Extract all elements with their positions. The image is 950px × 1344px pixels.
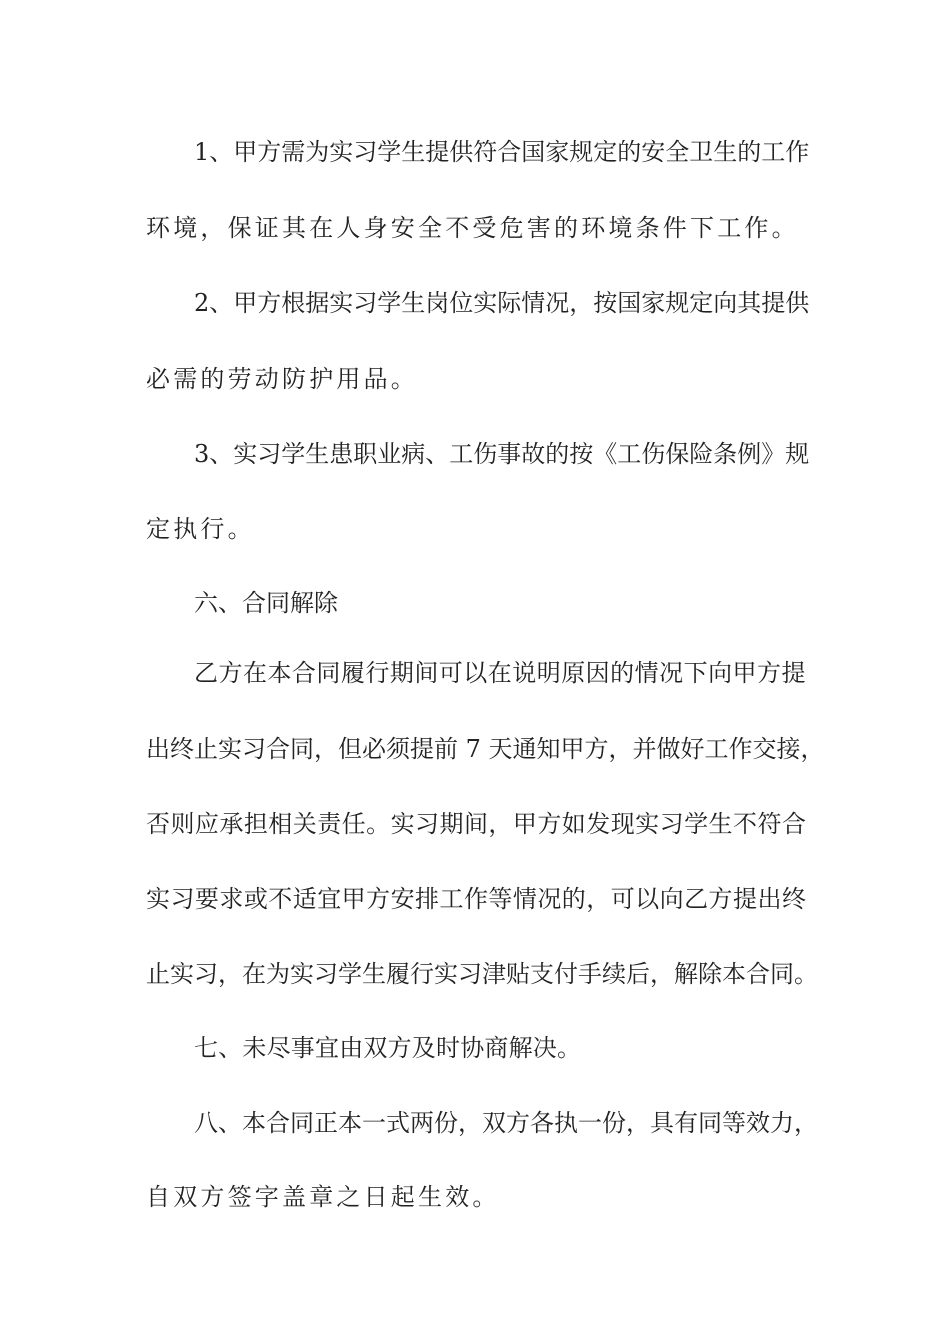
clause-5-3-line-2: 定执行。 <box>146 515 255 543</box>
termination-paragraph-line-5: 止实习，在为实习学生履行实习津贴支付手续后，解除本合同。 <box>146 960 818 988</box>
termination-paragraph-line-2: 出终止实习合同，但必须提前 7 天通知甲方，并做好工作交接， <box>146 735 825 763</box>
clause-5-3-line-1: 3、实习学生患职业病、工伤事故的按《工伤保险条例》规 <box>194 440 810 468</box>
termination-paragraph-line-1: 乙方在本合同履行期间可以在说明原因的情况下向甲方提 <box>194 659 806 687</box>
clause-5-1-line-1: 1、甲方需为实习学生提供符合国家规定的安全卫生的工作 <box>194 138 810 166</box>
section-8-line-2: 自双方签字盖章之日起生效。 <box>146 1183 500 1211</box>
clause-5-2-line-2: 必需的劳动防护用品。 <box>146 365 418 393</box>
termination-paragraph-line-4: 实习要求或不适宜甲方安排工作等情况的，可以向乙方提出终 <box>146 885 807 913</box>
termination-paragraph-line-3: 否则应承担相关责任。实习期间，甲方如发现实习学生不符合 <box>146 810 807 838</box>
section-8-line-1: 八、本合同正本一式两份，双方各执一份，具有同等效力， <box>194 1109 818 1137</box>
clause-5-2-line-1: 2、甲方根据实习学生岗位实际情况，按国家规定向其提供 <box>194 289 810 317</box>
section-6-heading: 六、合同解除 <box>194 589 338 617</box>
clause-5-1-line-2: 环境，保证其在人身安全不受危害的环境条件下工作。 <box>146 214 799 242</box>
section-7-text: 七、未尽事宜由双方及时协商解决。 <box>194 1034 582 1062</box>
